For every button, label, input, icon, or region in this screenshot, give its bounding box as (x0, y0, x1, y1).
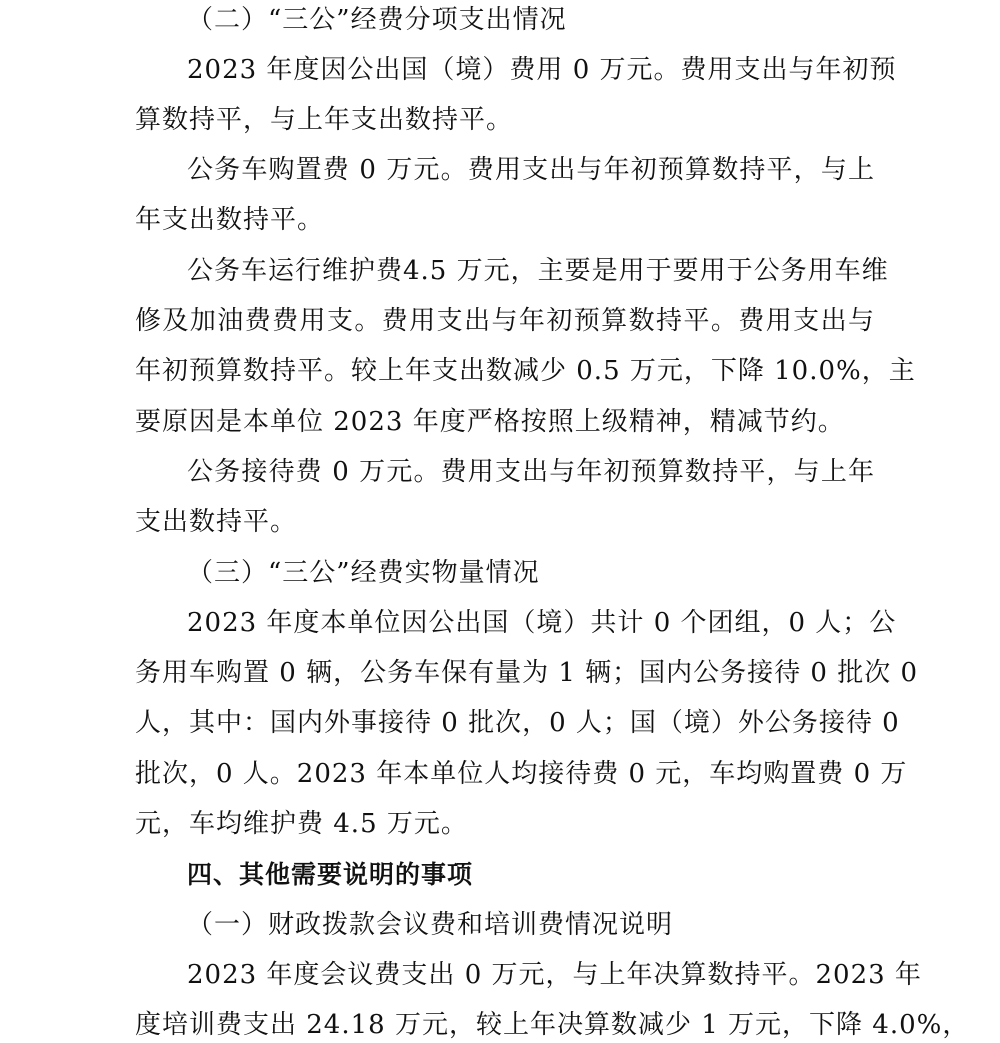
paragraph-line: 公务车购置费 0 万元。费用支出与年初预算数持平，与上 (187, 155, 875, 185)
section-heading-meeting-training: （一）财政拨款会议费和培训费情况说明 (187, 910, 674, 940)
paragraph-line: 人，其中：国内外事接待 0 批次，0 人；国（境）外公务接待 0 (135, 708, 900, 738)
paragraph-line: 支出数持平。 (135, 507, 298, 537)
paragraph-line: 2023 年度因公出国（境）费用 0 万元。费用支出与年初预 (187, 55, 897, 85)
paragraph-line: 修及加油费费用支。费用支出与年初预算数持平。费用支出与 (135, 306, 875, 336)
paragraph-line: 要原因是本单位 2023 年度严格按照上级精神，精减节约。 (135, 407, 845, 437)
paragraph-line: 2023 年度会议费支出 0 万元，与上年决算数持平。2023 年 (187, 960, 922, 990)
paragraph-line: 年支出数持平。 (135, 205, 325, 235)
paragraph-line: 元，车均维护费 4.5 万元。 (135, 809, 468, 839)
section-heading-three-public-itemized: （二）“三公”经费分项支出情况 (187, 5, 567, 35)
paragraph-line: 公务车运行维护费4.5 万元，主要是用于要用于公务用车维 (187, 256, 889, 286)
paragraph-line: 2023 年度本单位因公出国（境）共计 0 个团组，0 人；公 (187, 608, 897, 638)
section-heading-three-public-physical: （三）“三公”经费实物量情况 (187, 558, 540, 588)
paragraph-line: 年初预算数持平。较上年支出数减少 0.5 万元，下降 10.0%，主 (135, 356, 916, 386)
paragraph-line: 公务接待费 0 万元。费用支出与年初预算数持平，与上年 (187, 457, 875, 487)
paragraph-line: 批次，0 人。2023 年本单位人均接待费 0 元，车均购置费 0 万 (135, 759, 908, 789)
paragraph-line: 度培训费支出 24.18 万元，较上年决算数减少 1 万元，下降 4.0%， (135, 1010, 970, 1040)
paragraph-line: 务用车购置 0 辆，公务车保有量为 1 辆；国内公务接待 0 批次 0 (135, 658, 919, 688)
section-heading-other-matters: 四、其他需要说明的事项 (187, 860, 474, 889)
paragraph-line: 算数持平，与上年支出数持平。 (135, 105, 514, 135)
